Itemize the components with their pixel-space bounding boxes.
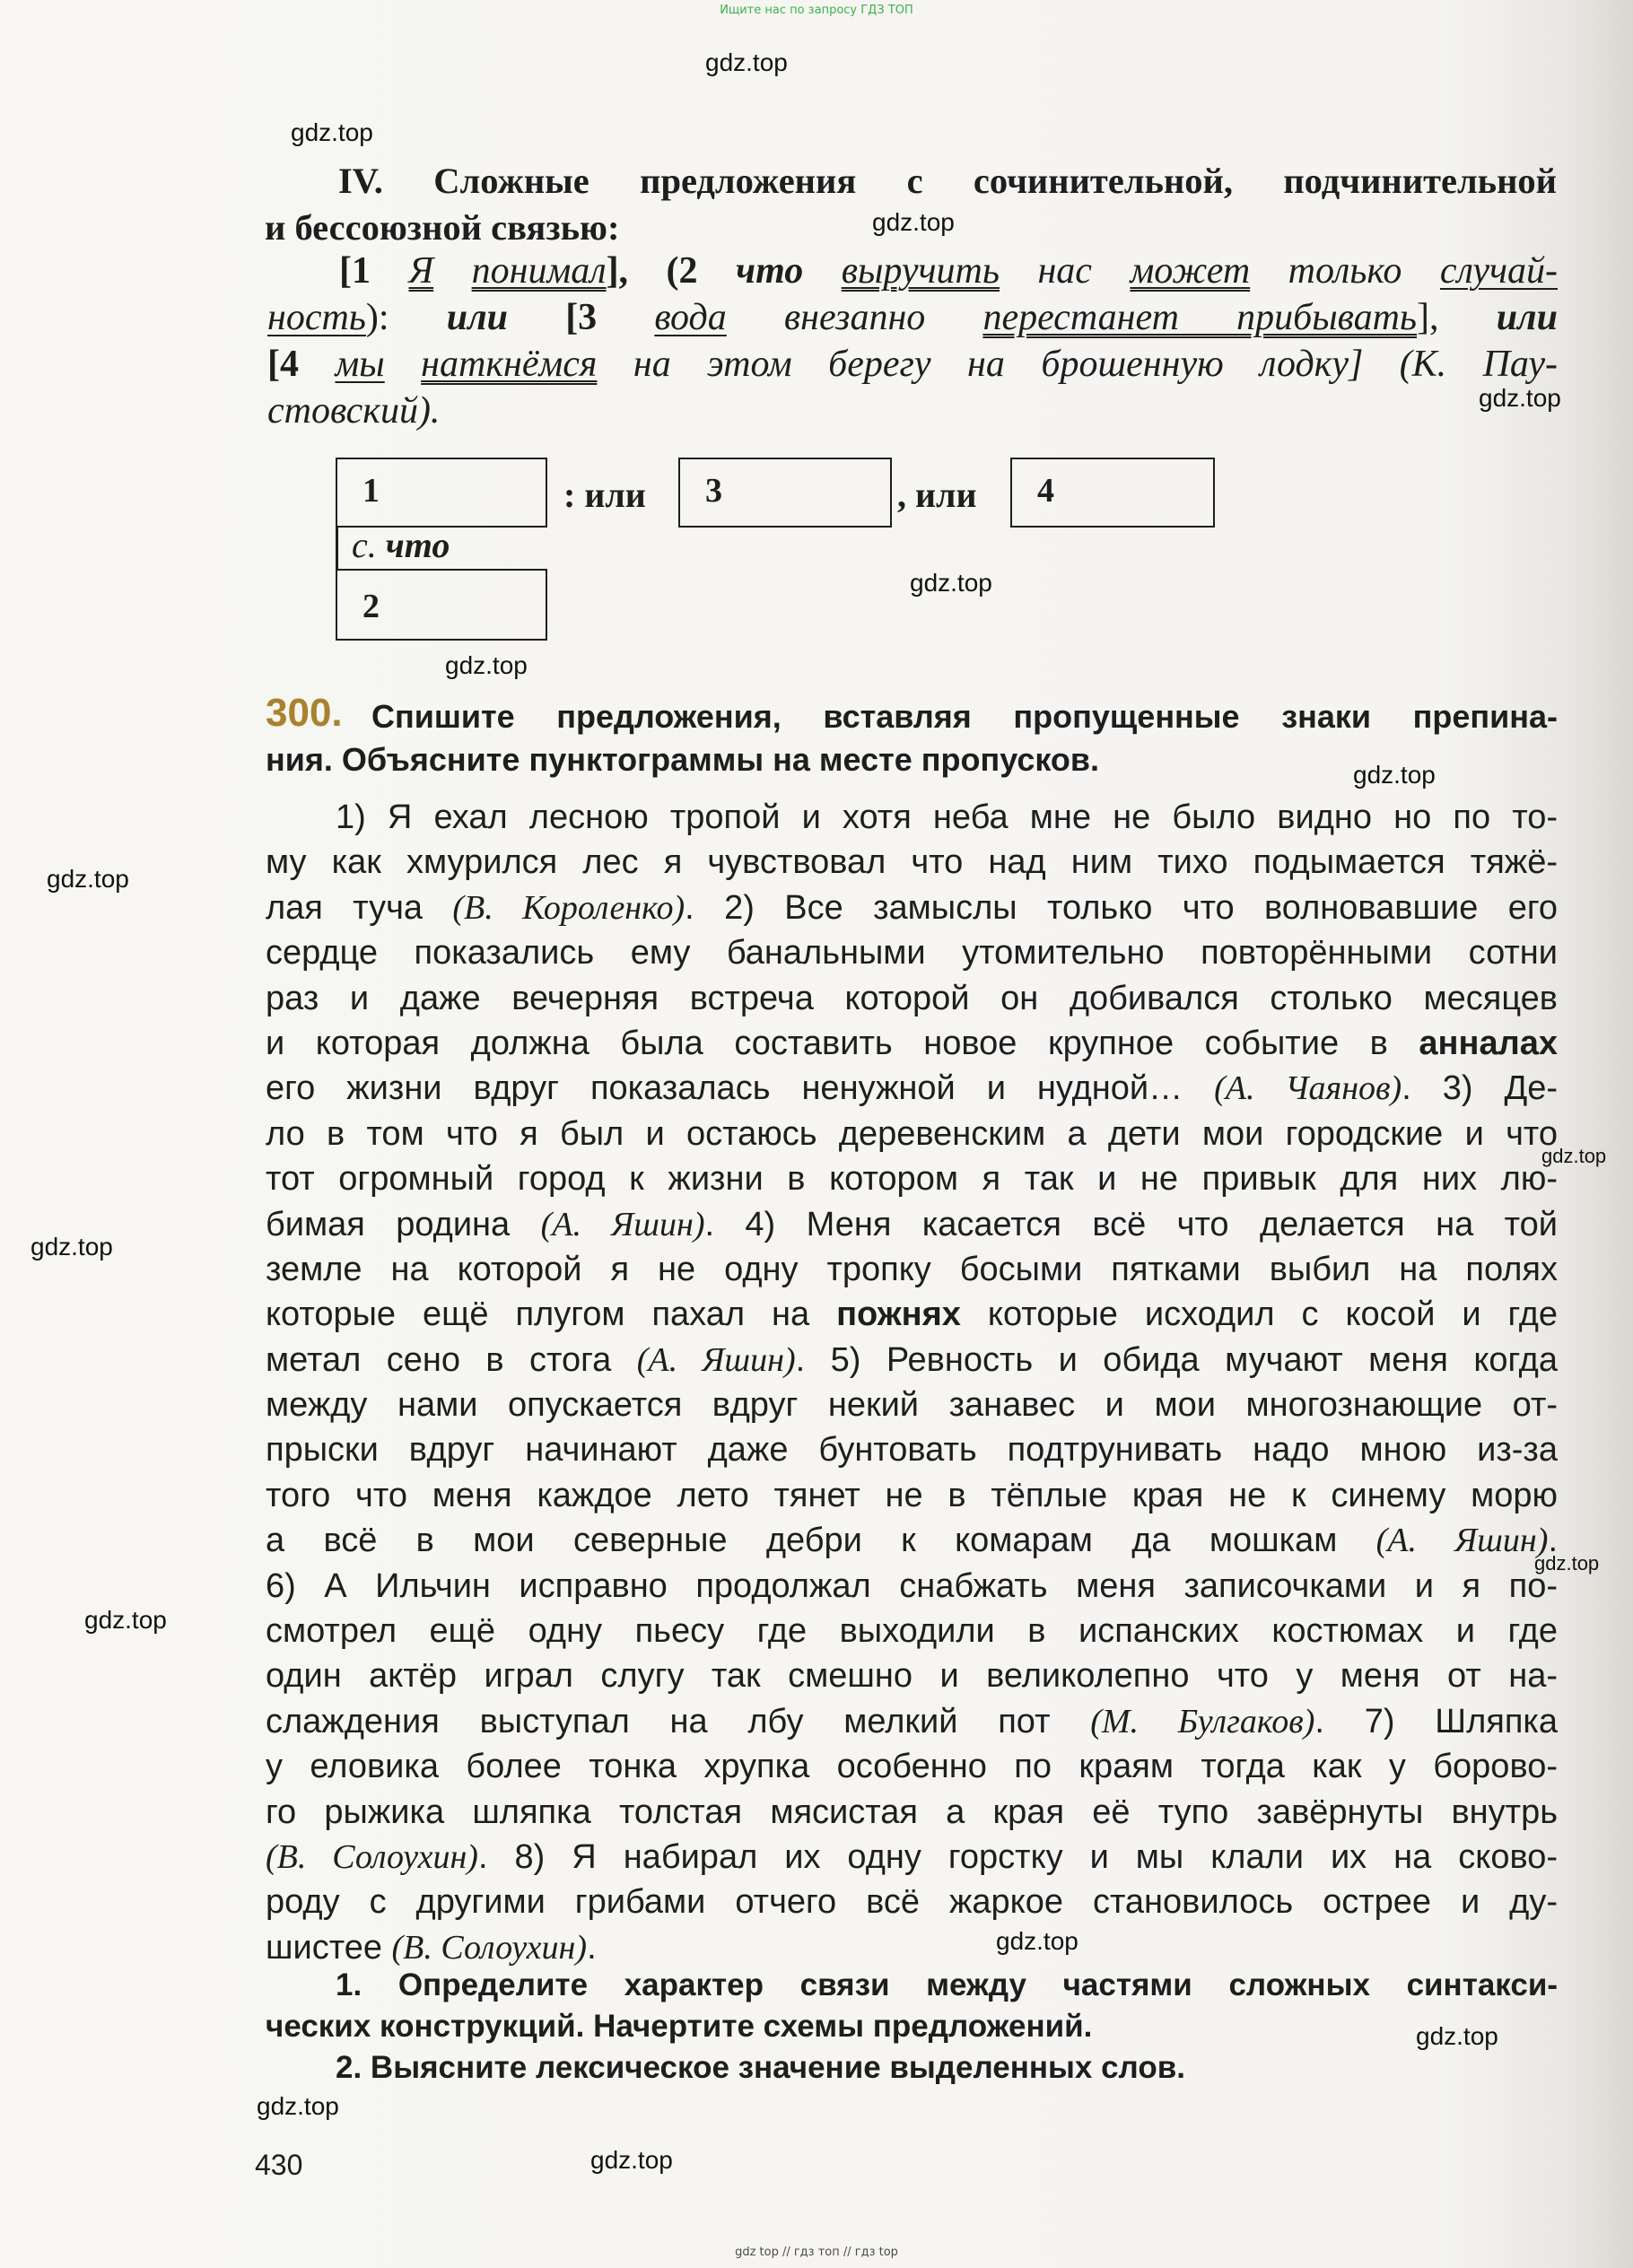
watermark: gdz.top (257, 2092, 339, 2120)
text-run: шистее (266, 1928, 392, 1967)
text-run: раз и даже вечерняя встреча которой он добивался столько месяцев (266, 979, 1558, 1017)
exercise-line (266, 1744, 1558, 1789)
exercise-line (266, 1066, 1558, 1111)
scheme-box-4: 4 (1010, 458, 1215, 528)
watermark: gdz.top (1479, 384, 1561, 412)
example-line-3: [4 мы наткнёмся на этом берегу на брошенную лодку] (К. Пау- (267, 344, 1559, 385)
author-attribution: (В. Солоухин) (391, 1928, 588, 1967)
page-number: 430 (255, 2149, 303, 2181)
watermark: gdz.top (910, 569, 992, 597)
scheme-conjunction: с. что (352, 525, 450, 565)
text-run: . 2) Все замыслы только что волновавшие его (685, 888, 1558, 927)
exercise-number: 300. (266, 691, 343, 735)
text-run: му как хмурился лес я чувствовал что над ним тихо подымается тяжё- (266, 843, 1558, 882)
watermark: gdz.top (872, 208, 955, 236)
text-run: роду с другими грибами отчего всё жаркое становилось острее и ду- (266, 1883, 1558, 1922)
watermark: gdz.top (445, 651, 528, 679)
watermark: gdz.top (291, 118, 373, 146)
watermark: gdz.top (996, 1927, 1078, 1955)
author-attribution: (А. Яшин) (636, 1340, 796, 1379)
scheme-box-3: 3 (678, 458, 892, 528)
scheme-sep-1: : или (563, 475, 646, 515)
watermark: gdz.top (84, 1606, 167, 1634)
author-attribution: (В. Короленко) (452, 888, 686, 927)
text-run: ло в том что я был и остаюсь деревенским а дети мои городские и что (266, 1114, 1558, 1153)
exercise-line (266, 1473, 1558, 1518)
text-run: его жизни вдруг показалась ненужной и нудной… (266, 1069, 1215, 1108)
author-attribution: (М. Булгаков) (1090, 1702, 1315, 1740)
author-attribution: (А. Яшин) (1375, 1522, 1549, 1560)
exercise-line (266, 1021, 1558, 1066)
exercise-line (266, 1518, 1558, 1563)
exercise-line (266, 1699, 1558, 1744)
exercise-line (266, 1202, 1558, 1247)
text-run: смотрел ещё одну пьесу где выходили в испанских костюмах и где (266, 1612, 1558, 1651)
exercise-text (266, 795, 1558, 1970)
exercise-line (266, 1835, 1558, 1880)
text-run: того что меня каждое лето тянет не в тёплые края не к синему морю (266, 1476, 1558, 1514)
text-run: бимая родина (266, 1205, 541, 1243)
watermark: gdz.top (47, 865, 129, 893)
text-run: которые ещё плугом пахал на (266, 1295, 837, 1334)
exercise-line (266, 1653, 1558, 1698)
highlighted-word: пожнях (836, 1295, 961, 1334)
text-run: тот огромный город к жизни в котором я так и не привык для них лю- (266, 1160, 1558, 1199)
section-iv-title-line1: IV. Сложные предложения с сочинительной, подчинительной (338, 161, 1557, 201)
author-attribution: (В. Солоухин) (266, 1837, 478, 1876)
exercise-line (266, 795, 1558, 840)
exercise-line (266, 930, 1558, 975)
example-sentence (267, 248, 1558, 434)
task-1-line2: ческих конструкций. Начертите схемы предложений. (266, 2009, 1093, 2044)
scheme-connector (336, 528, 338, 569)
section-iv-title-line2: и бессоюзной связью: (265, 207, 620, 248)
text-run: сердце показались ему банальными утомительно повторёнными сотни (266, 934, 1558, 973)
scheme-sep-2: , или (897, 475, 977, 515)
watermark: gdz.top (1534, 1552, 1600, 1575)
text-run: у еловика более тонка хрупка особенно по краям тогда как у борово- (266, 1748, 1558, 1786)
bottom-banner: gdz top // гдз топ // гдз top (735, 2246, 898, 2259)
text-run: 1) Я ехал лесною тропой и хотя неба мне не было видно но по то- (336, 798, 1558, 836)
text-run: . 3) Де- (1402, 1069, 1558, 1108)
text-run: . (1548, 1522, 1558, 1560)
text-run: го рыжика шляпка толстая мясистая а края её тупо завёрнуты внутрь (266, 1793, 1558, 1831)
exercise-line (266, 1880, 1558, 1924)
exercise-line (266, 840, 1558, 885)
watermark: gdz.top (590, 2146, 673, 2174)
exercise-line (266, 1292, 1558, 1337)
exercise-line (266, 1247, 1558, 1292)
exercise-line (266, 1338, 1558, 1383)
text-run: а всё в мои северные дебри к комарам да мошкам (266, 1522, 1376, 1560)
watermark: gdz.top (31, 1233, 113, 1260)
text-run: между нами опускается вдруг некий занавес и мои многознающие от- (266, 1386, 1558, 1425)
exercise-instruction-line2: ния. Объясните пунктограммы на месте пропусков. (266, 741, 1100, 778)
scheme-box-2: 2 (336, 569, 547, 641)
example-line-1: [1 Я понимал], (2 что выручить нас может только случай- (339, 250, 1558, 292)
text-run: метал сено в стога (266, 1340, 637, 1379)
text-run: и которая должна была составить новое крупное событие в (266, 1024, 1419, 1062)
exercise-line (266, 976, 1558, 1021)
exercise-line (266, 1427, 1558, 1472)
section-iv-title (265, 158, 1557, 251)
exercise-line (266, 1383, 1558, 1427)
text-run: . (587, 1928, 597, 1967)
exercise-instruction-line1: Спишите предложения, вставляя пропущенные знаки препина- (371, 698, 1558, 735)
text-run: . 4) Меня касается всё что делается на той (704, 1205, 1558, 1243)
highlighted-word: анналах (1419, 1024, 1558, 1062)
text-run: . 8) Я набирал их одну горстку и мы клали их на сково- (477, 1837, 1558, 1876)
author-attribution: (А. Яшин) (540, 1205, 705, 1243)
top-banner[interactable]: Ищите нас по запросу ГДЗ ТОП (720, 4, 913, 17)
text-run: . 7) Шляпка (1314, 1702, 1558, 1740)
text-run: 6) А Ильчин исправно продолжал снабжать меня записочками и я по- (266, 1566, 1558, 1605)
example-line-2: ность): или [3 вода внезапно перестанет прибывать], или (267, 297, 1558, 338)
exercise-line (266, 1112, 1558, 1156)
exercise-line (266, 1156, 1558, 1201)
author-attribution: (А. Чаянов) (1214, 1069, 1402, 1108)
text-run: лая туча (266, 888, 453, 927)
watermark: gdz.top (1541, 1145, 1607, 1167)
text-run: прыски вдруг начинают даже бунтовать подтрунивать надо мною из-за (266, 1431, 1558, 1470)
exercise-line (266, 885, 1558, 930)
task-2: 2. Выясните лексическое значение выделенных слов. (336, 2050, 1185, 2085)
scheme-box-1: 1 (336, 458, 547, 528)
exercise-line (266, 1609, 1558, 1653)
example-line-4: стовский). (267, 390, 441, 432)
text-run: земле на которой я не одну тропку босыми пятками выбил на полях (266, 1250, 1558, 1288)
task-1-line1: 1. Определите характер связи между частями сложных синтакси- (336, 1967, 1558, 2002)
text-run: один актёр играл слугу так смешно и великолепно что у меня от на- (266, 1657, 1558, 1696)
text-run: слаждения выступал на лбу мелкий пот (266, 1702, 1091, 1740)
exercise-tasks (266, 1965, 1558, 2089)
exercise-line (266, 1925, 1558, 1970)
watermark: gdz.top (1416, 2022, 1498, 2050)
text-run: которые исходил с косой и где (960, 1295, 1558, 1334)
text-run: . 5) Ревность и обида мучают меня когда (795, 1340, 1558, 1379)
watermark: gdz.top (705, 48, 788, 76)
watermark: gdz.top (1353, 761, 1436, 789)
exercise-line (266, 1564, 1558, 1609)
exercise-line (266, 1790, 1558, 1835)
